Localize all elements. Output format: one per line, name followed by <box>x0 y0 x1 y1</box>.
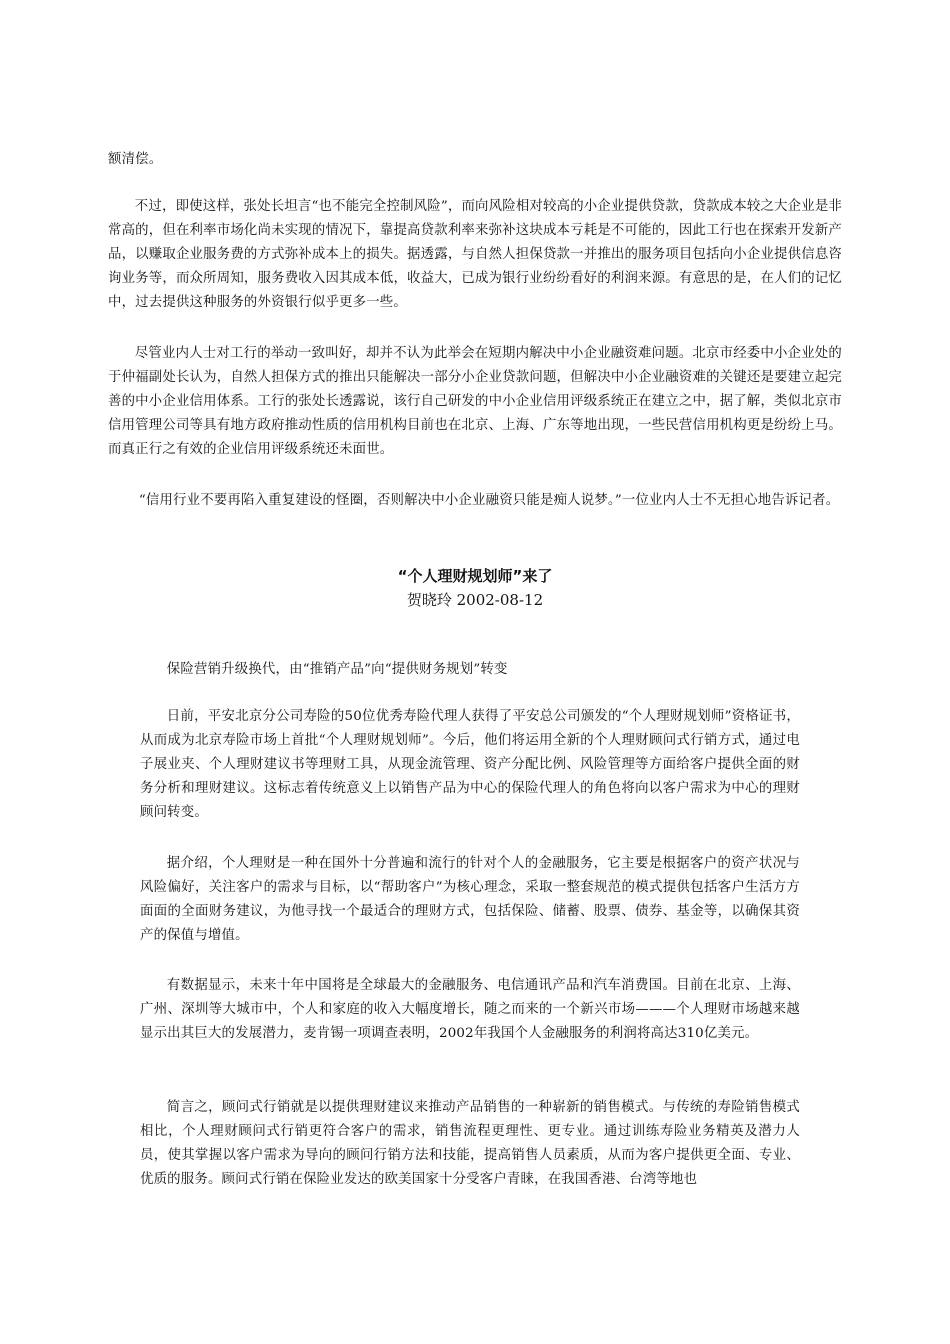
paragraph-consultative-sales: 简言之，顾问式行销就是以提供理财建议来推动产品销售的一种崭新的销售模式。与传统的寿险销售模式相比，个人理财顾问式行销更符合客户的需求，销售流程更理性、更专业。通过训练寿险业务精英及潜力人员，使其掌握以客户需求为导向的顾问行销方法和技能，提高销售人员素质，从而为客户提供更全面、专业、优质的服务。顾问式行销在保险业发达的欧美国家十分受客户青睐，在我国香港、台湾等地也 <box>140 1100 800 1187</box>
paragraph-personal-finance: 据介绍，个人理财是一种在国外十分普遍和流行的针对个人的金融服务，它主要是根据客户的资产状况与风险偏好，关注客户的需求与目标，以“帮助客户”为核心理念，采取一整套规范的模式提供包括客户生活方方面面的全面财务建议，为他寻找一个最适合的理财方式，包括保险、储蓄、股票、债券、基金等，以确保其资产的保值与增值。 <box>140 856 800 943</box>
paragraph-planner-certification: 日前，平安北京分公司寿险的50位优秀寿险代理人获得了平安总公司颁发的“个人理财规划师”资格证书，从而成为北京寿险市场上首批“个人理财规划师”。今后，他们将运用全新的个人理财顾问式行销方式，通过电子展业夹、个人理财建议书等理财工具，从现金流管理、资产分配比例、风险管理等方面给客户提供全面的财务分析和理财建议。这标志着传统意义上以销售产品为中心的保险代理人的角色将向以客户需求为中心的理财顾问转变。 <box>140 709 800 820</box>
article-title: “个人理财规划师”来了 <box>397 567 553 585</box>
article-byline: 贺晓玲 2002-08-12 <box>406 591 544 609</box>
article-subtitle: 保险营销升级换代，由“推销产品”向“提供财务规划”转变 <box>166 662 508 677</box>
paragraph-market-data: 有数据显示，未来十年中国将是全球最大的金融服务、电信通讯产品和汽车消费国。目前在北京、上海、广州、深圳等大城市中，个人和家庭的收入大幅度增长，随之而来的一个新兴市场———个人理财市场越来越显示出其巨大的发展潜力，麦肯锡一项调查表明，2002年我国个人金融服务的利润将高达310亿美元。 <box>140 978 800 1041</box>
paragraph-industry-quote: “信用行业不要再陷入重复建设的怪圈，否则解决中小企业融资只能是痴人说梦。”一位业内人士不无担心地告诉记者。 <box>138 493 840 508</box>
paragraph-risk-control: 不过，即使这样，张处长坦言“也不能完全控制风险”，而向风险相对较高的小企业提供贷款，贷款成本较之大企业是非常高的，但在利率市场化尚未实现的情况下，靠提高贷款利率来弥补这块成本亏耗是不可能的，因此工行也在探索开发新产品，以赚取企业服务费的方式弥补成本上的损失。据透露，与自然人担保贷款一并推出的服务项目包括向小企业提供信息咨询业务等，而众所周知，服务费收入因其成本低，收益大，已成为银行业纷纷看好的利润来源。有意思的是，在人们的记忆中，过去提供这种服务的外资银行似乎更多一些。 <box>108 199 843 310</box>
paragraph-fragment: 额清偿。 <box>108 152 163 167</box>
paragraph-credit-system: 尽管业内人士对工行的举动一致叫好，却并不认为此举会在短期内解决中小企业融资难问题。北京市经委中小企业处的于仲福副处长认为，自然人担保方式的推出只能解决一部分小企业贷款问题，但解决中小企业融资难的关键还是要建立起完善的中小企业信用体系。工行的张处长透露说，该行自己研发的中小企业信用评级系统正在建立之中，据了解，类似北京市信用管理公司等具有地方政府推动性质的信用机构目前也在北京、上海、广东等地出现，一些民营信用机构更是纷纷上马。而真正行之有效的企业信用评级系统还未面世。 <box>108 346 842 457</box>
